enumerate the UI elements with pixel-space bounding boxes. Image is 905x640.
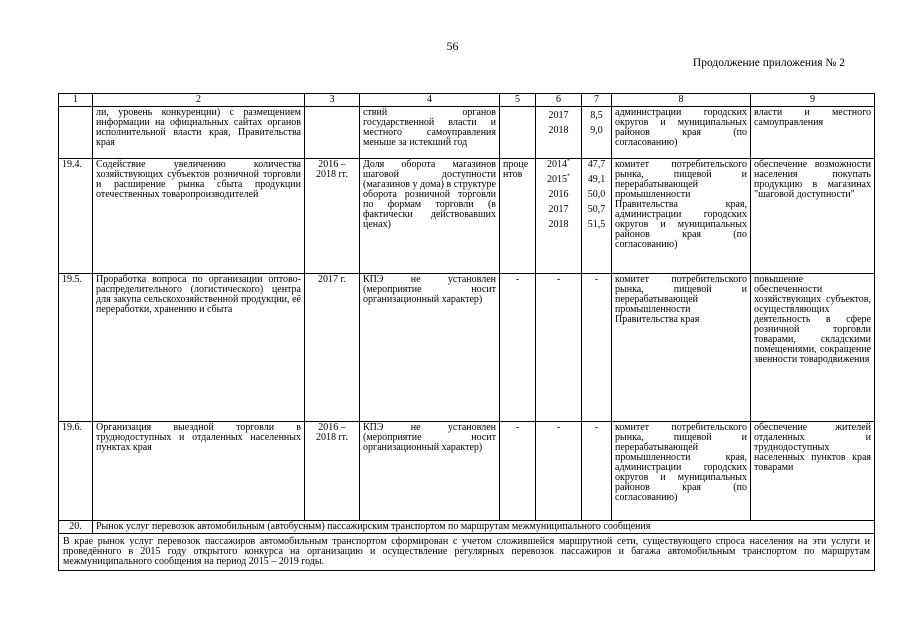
action-cell: Организация выездной торговли в труднодоступных и отдаленных населенных пунктах края [93,422,305,521]
values-cell [582,159,612,274]
period-cell [305,107,360,159]
section-title: Рынок услуг перевозок автомобильным (автобусным) пассажирским транспортом по маршрутам межмуниципального сообщения [93,521,875,534]
action-cell: ли, уровень конкуренции) с размещением информации на официальных сайтах органов исполнительной власти края, Правительства края [93,107,305,159]
indicator-cell: КПЭ не установлен (мероприятие носит организационный характер) [360,422,500,521]
years-cell: - [536,274,582,422]
page-number: 56 [446,39,459,53]
years-cell: - [536,422,582,521]
action-cell: Содействие увеличению количества хозяйствующих субъектов розничной торговли и расширение рынка сбыта продукции отечественных товаропроизводителей [93,159,305,274]
table-row [59,422,875,521]
kpi-value: 50,0 [587,189,606,200]
table-row [59,107,875,159]
result-cell: власти и местного самоуправления [751,107,875,159]
kpi-value: 50,7 [587,204,606,215]
year-value: 2016 [548,189,569,200]
years-cell [536,159,582,274]
action-cell: Проработка вопроса по организации оптово-распределительного (логистического) центра для закупа сельскохозяйственной продукции, её переработки, хранению и сбыта [93,274,305,422]
indicator-cell: Доля оборота магазинов шаговой доступности (магазинов у дома) в структуре оборота розничной торговли по формам торговли (в фактически действовавших ценах) [360,159,500,274]
executor-cell: комитет потребительского рынка, пищевой и перерабатывающей промышленности края, администрации городских округов и муниципальных районов края (по согласованию) [612,422,751,521]
appendix-table [58,93,875,571]
row-number [59,107,93,159]
year-value: 2017 [548,110,569,121]
kpi-value: 51,5 [587,219,606,230]
column-number-row [59,94,875,107]
period-cell: 2016 – 2018 гг. [305,159,360,274]
row-number: 19.4. [59,159,93,274]
unit-cell [500,107,536,159]
column-number: 7 [582,94,612,107]
column-number: 8 [612,94,751,107]
row-number: 19.6. [59,422,93,521]
year-value: 2018 [548,125,569,136]
section-paragraph: В крае рынок услуг перевозок пассажиров автомобильным транспортом сформирован с учетом сложившейся маршрутной сети, существующего спроса населения на эти услуги и проведённого в 2015 году открытого конкурса на организацию и осуществление регулярных перевозок пассажиров и багажа автомобильным транспортом по маршрутам межмуниципального сообщения на период 2015 – 2019 годы. [59,534,875,571]
executor-cell: комитет потребительского рынка, пищевой и перерабатывающей промышленности Правительства края [612,274,751,422]
result-cell: обеспечение жителей отдаленных и труднодоступных населенных пунктов края товарами [751,422,875,521]
column-number: 6 [536,94,582,107]
indicator-cell: КПЭ не установлен (мероприятие носит организационный характер) [360,274,500,422]
kpi-value: 9,0 [590,125,603,136]
values-cell: - [582,274,612,422]
result-cell: повышение обеспеченности хозяйствующих субъектов, осуществляющих деятельность в сфере розничной торговли товарами, складскими помещениями, сокращение звенности товародвижения [751,274,875,422]
column-number: 4 [360,94,500,107]
kpi-value: 47,7 [587,159,606,170]
table-row [59,274,875,422]
unit-cell: - [500,274,536,422]
continuation-label: Продолжение приложения № 2 [692,57,845,69]
values-cell [582,107,612,159]
values-cell: - [582,422,612,521]
year-value: 2017 [548,204,569,215]
period-cell: 2016 – 2018 гг. [305,422,360,521]
unit-cell: - [500,422,536,521]
year-value: 2018 [548,219,569,230]
section-number: 20. [59,521,93,534]
column-number: 1 [59,94,93,107]
year-value: 2014* [547,158,570,170]
row-number: 19.5. [59,274,93,422]
period-cell: 2017 г. [305,274,360,422]
column-number: 3 [305,94,360,107]
column-number: 9 [751,94,875,107]
executor-cell: администрации городских округов и муниципальных районов края (по согласованию) [612,107,751,159]
paragraph-row [59,534,875,571]
section-row [59,521,875,534]
column-number: 2 [93,94,305,107]
executor-cell: комитет потребительского рынка, пищевой и перерабатывающей промышленности Правительства края, администрации городских округов и муниципальных районов края (по согласованию) [612,159,751,274]
indicator-cell: ствий органов государственной власти и местного самоуправления меньше за истекший год [360,107,500,159]
result-cell: обеспечение возможности населения покупать продукцию в магазинах "шаговой доступности" [751,159,875,274]
kpi-value: 49,1 [587,174,606,185]
kpi-value: 8,5 [590,110,603,121]
years-cell [536,107,582,159]
table-row [59,159,875,274]
column-number: 5 [500,94,536,107]
unit-cell: процентов [500,159,536,274]
year-value: 2015* [547,173,570,185]
